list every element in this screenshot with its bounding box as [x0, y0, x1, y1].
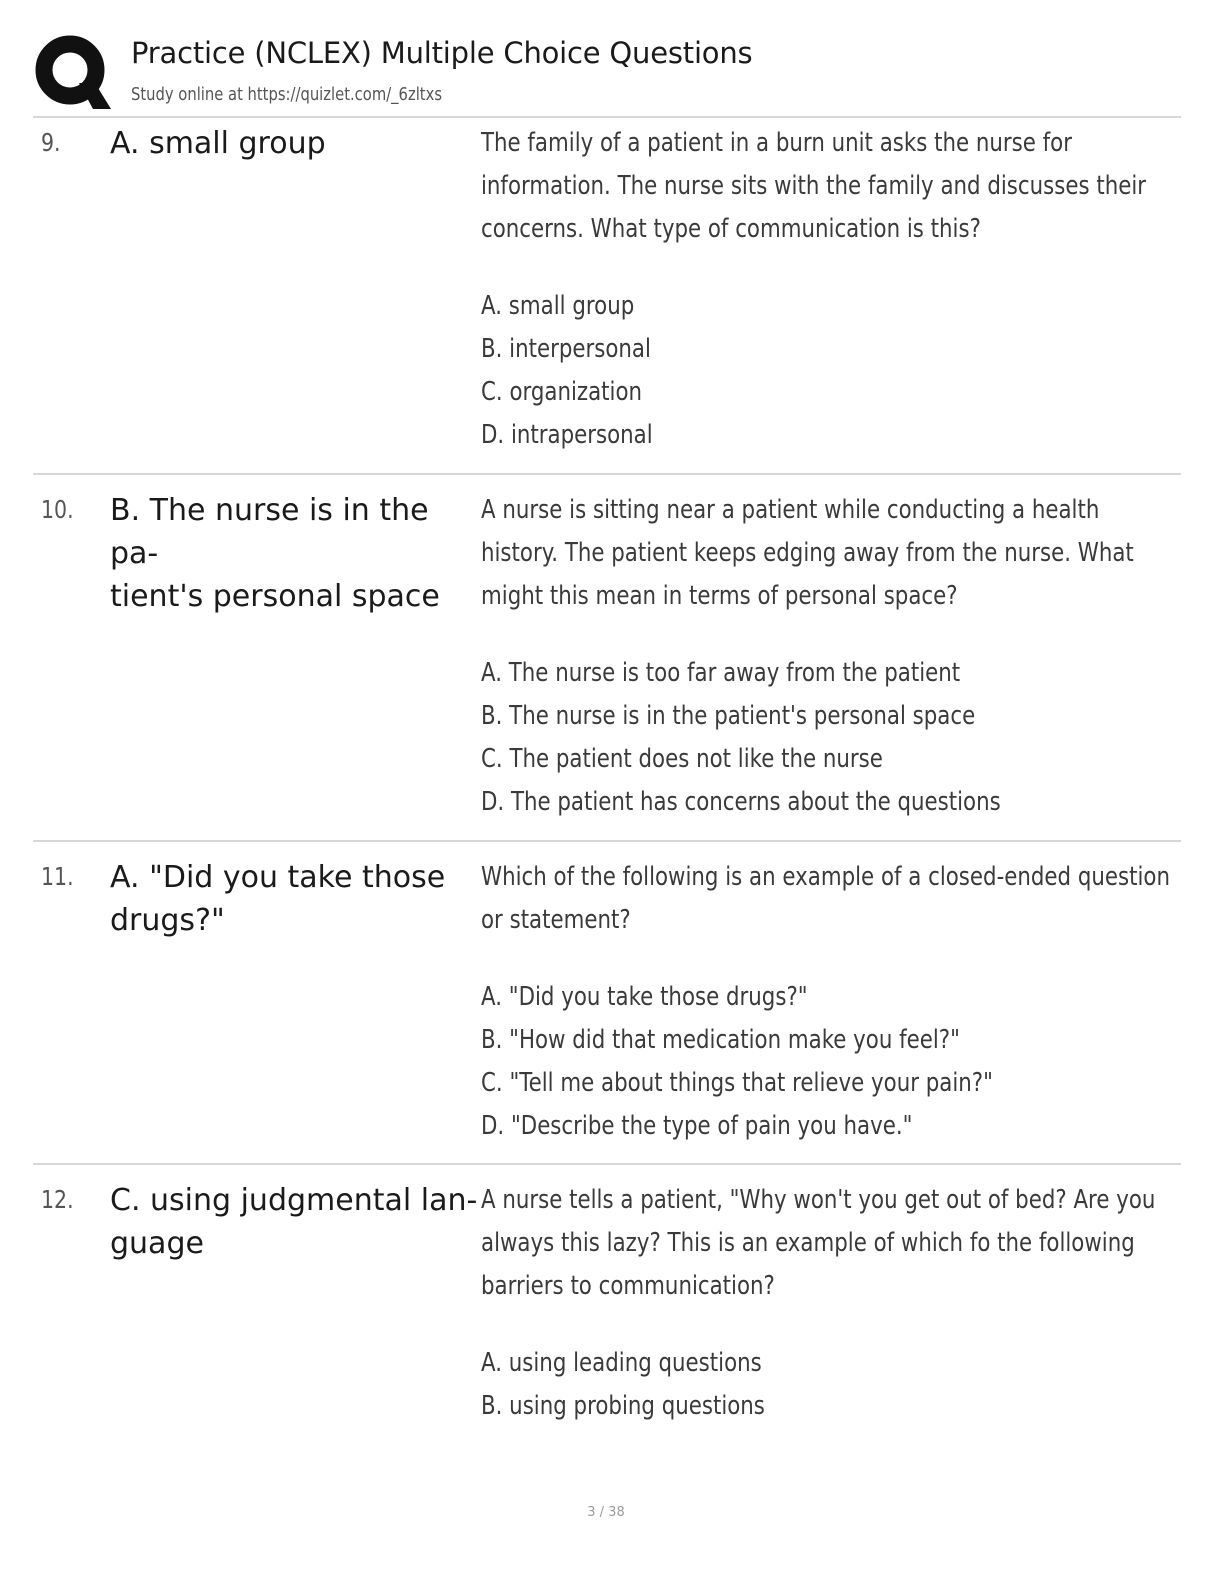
- question-prompt: A nurse is sitting near a patient while conducting a health history. The patient keeps edging away from the nurse. What might this mean in terms of personal space?: [481, 495, 1134, 611]
- option-a: A. The nurse is too far away from the patient: [481, 658, 961, 688]
- card-divider: [33, 473, 1181, 475]
- option-c: C. The patient does not like the nurse: [481, 744, 883, 774]
- card-divider: [33, 840, 1181, 842]
- option-d: D. The patient has concerns about the questions: [481, 787, 1001, 817]
- option-a: A. small group: [481, 291, 635, 321]
- answer-options: [481, 285, 1174, 457]
- flashcard-10: [33, 485, 1181, 840]
- option-b: B. "How did that medication make you feel?": [481, 1025, 960, 1055]
- flashcard-11: [33, 852, 1181, 1164]
- question-prompt: A nurse tells a patient, "Why won't you get out of bed? Are you always this lazy? This is an example of which fo the following barriers to communication?: [481, 1185, 1156, 1301]
- card-question: [481, 122, 1174, 457]
- option-b: B. interpersonal: [481, 334, 651, 364]
- card-answer: A. "Did you take those drugs?": [110, 860, 446, 938]
- answer-options: [481, 976, 1174, 1148]
- flashcard-9: [33, 118, 1181, 474]
- option-d: D. intrapersonal: [481, 420, 653, 450]
- option-a: A. using leading questions: [481, 1348, 762, 1378]
- option-d: D. "Describe the type of pain you have.": [481, 1111, 913, 1141]
- card-number: 9.: [41, 128, 61, 157]
- option-b: B. using probing questions: [481, 1391, 765, 1421]
- card-number: 10.: [41, 495, 74, 524]
- card-number: 12.: [41, 1185, 74, 1214]
- flashcard-12: [33, 1175, 1181, 1435]
- card-answer: B. The nurse is in the pa- tient's personal space: [110, 493, 440, 614]
- card-question: [481, 1179, 1174, 1428]
- card-answer: A. small group: [110, 126, 326, 161]
- option-a: A. "Did you take those drugs?": [481, 982, 808, 1012]
- question-prompt: The family of a patient in a burn unit asks the nurse for information. The nurse sits with the family and discusses their concerns. What type of communication is this?: [481, 128, 1147, 244]
- answer-options: [481, 1342, 1174, 1428]
- quizlet-q-logo-icon: [33, 33, 111, 111]
- answer-options: [481, 652, 1174, 824]
- page-number: 3 / 38: [587, 1505, 625, 1520]
- question-prompt: Which of the following is an example of a closed-ended question or statement?: [481, 862, 1170, 935]
- card-question: [481, 489, 1174, 824]
- card-divider: [33, 1163, 1181, 1165]
- option-c: C. "Tell me about things that relieve your pain?": [481, 1068, 993, 1098]
- card-number: 11.: [41, 862, 74, 891]
- option-c: C. organization: [481, 377, 643, 407]
- card-answer: C. using judgmental lan- guage: [110, 1183, 478, 1261]
- study-link[interactable]: Study online at https://quizlet.com/_6zltxs: [131, 84, 443, 105]
- page-title: Practice (NCLEX) Multiple Choice Questions: [131, 36, 753, 70]
- card-question: [481, 856, 1174, 1148]
- option-b: B. The nurse is in the patient's personal space: [481, 701, 976, 731]
